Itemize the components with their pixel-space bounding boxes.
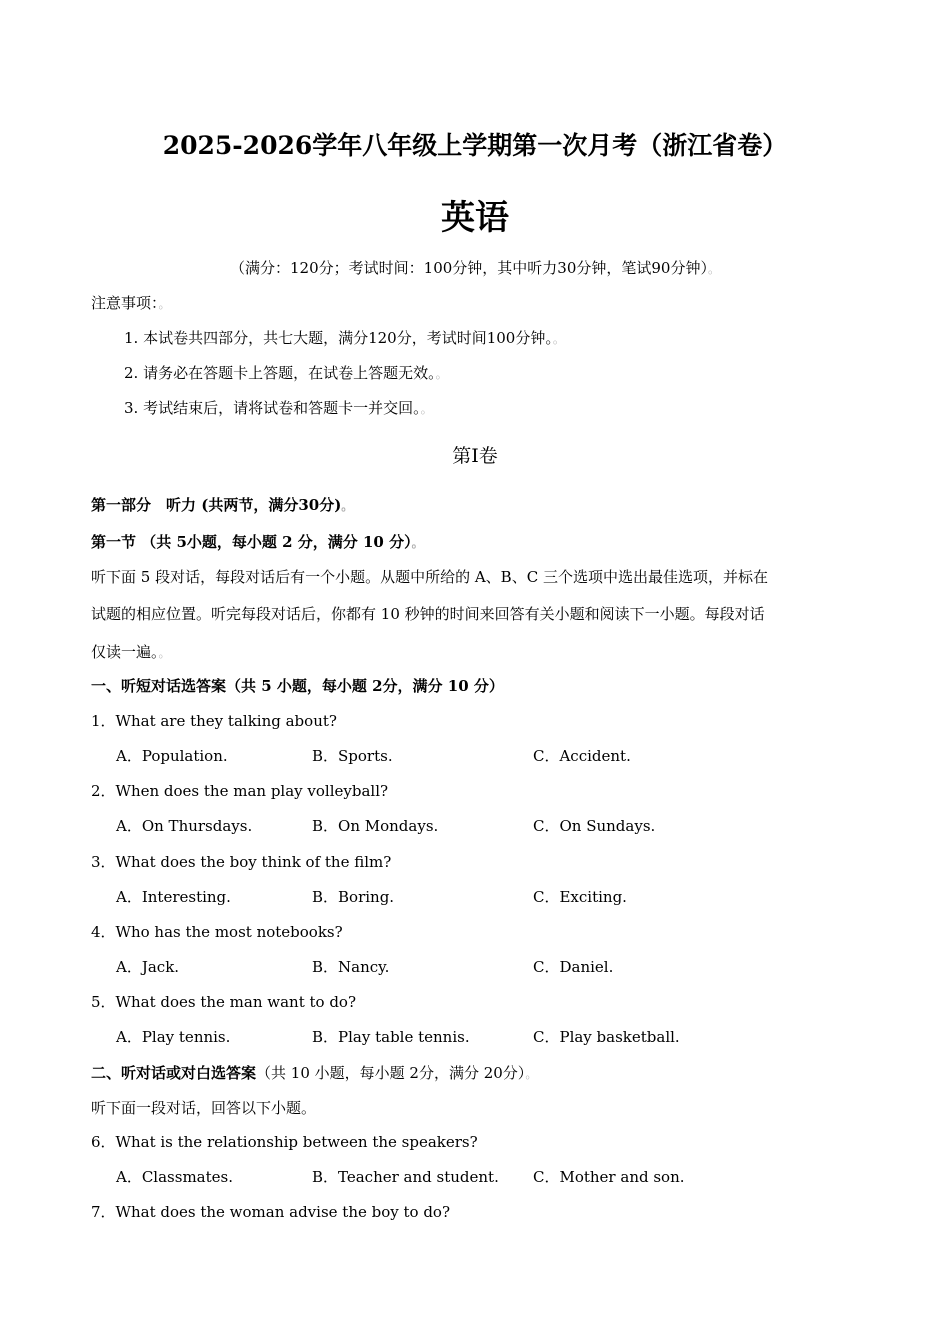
question-3-option-a: A．Interesting. (116, 888, 231, 906)
question-2: 2．When does the man play volleyball? (91, 782, 389, 800)
part1-heading (91, 494, 353, 515)
notice-item (124, 362, 448, 383)
question-3-option-b: B．Boring. (312, 888, 395, 906)
question-3-option-c: C．Exciting. (533, 888, 627, 906)
question-5-option-c: C．Play basketball. (533, 1028, 680, 1046)
paragraph-mark: 。 (158, 297, 171, 311)
question-4-option-a: A．Jack. (116, 958, 180, 976)
question-2-option-a: A．On Thursdays. (116, 817, 253, 835)
question-1-option-c: C．Accident. (533, 747, 631, 765)
instruction-line (91, 641, 171, 662)
paragraph-mark: 。 (552, 332, 565, 346)
question-2-option-b: B．On Mondays. (312, 817, 439, 835)
instruction-line: 试题的相应位置。听完每段对话后，你都有 10 秒钟的时间来回答有关小题和阅读下一小题。每段对话 (91, 605, 765, 623)
paragraph-mark: 。 (525, 1067, 538, 1081)
subject-title: 英语 (441, 198, 509, 238)
subsection2-heading-rest: （共 10 小题，每小题 2分，满分 20分） (256, 1064, 526, 1082)
question-4-option-c: C．Daniel. (533, 958, 614, 976)
score-info-text: （满分：120分；考试时间：100分钟，其中听力30分钟，笔试90分钟） (230, 259, 708, 277)
notice-heading (91, 292, 171, 313)
notice-item-text: 3. 考试结束后，请将试卷和答题卡一并交回。 (124, 399, 421, 417)
subsection2-heading-bold: 二、听对话或对白选答案 (91, 1064, 257, 1082)
question-6: 6．What is the relationship between the speakers? (91, 1133, 478, 1151)
question-3: 3．What does the boy think of the film? (91, 853, 392, 871)
question-7: 7．What does the woman advise the boy to do? (91, 1203, 451, 1221)
section1-heading (91, 531, 424, 552)
question-1: 1．What are they talking about? (91, 712, 337, 730)
instruction-line: 听下面 5 段对话，每段对话后有一个小题。从题中所给的 A、B、C 三个选项中选出最佳选项，并标在 (91, 568, 768, 586)
notice-item (124, 327, 565, 348)
subsection2-instruction: 听下面一段对话，回答以下小题。 (91, 1099, 317, 1117)
question-5: 5．What does the man want to do? (91, 993, 357, 1011)
question-6-option-b: B．Teacher and student. (312, 1168, 499, 1186)
paragraph-mark: 。 (158, 646, 171, 660)
volume-label: 第I卷 (452, 445, 498, 467)
question-1-option-b: B．Sports. (312, 747, 393, 765)
section1-heading-text: 第一节 （共 5小题，每小题 2 分，满分 10 分） (91, 533, 412, 551)
paragraph-mark: 。 (341, 499, 354, 513)
instruction-line-text: 仅读一遍。 (91, 643, 159, 661)
paragraph-mark: 。 (435, 367, 448, 381)
question-2-option-c: C．On Sundays. (533, 817, 656, 835)
question-6-option-c: C．Mother and son. (533, 1168, 685, 1186)
subsection1-heading: 一、听短对话选答案（共 5 小题，每小题 2分，满分 10 分） (91, 677, 504, 695)
notice-item-text: 1. 本试卷共四部分，共七大题，满分120分，考试时间100分钟。 (124, 329, 553, 347)
notice-item-text: 2. 请务必在答题卡上答题，在试卷上答题无效。 (124, 364, 436, 382)
notice-heading-text: 注意事项： (91, 294, 159, 312)
score-info (0, 257, 950, 278)
page-title: 2025-2026学年八年级上学期第一次月考（浙江省卷） (162, 131, 788, 160)
question-6-option-a: A．Classmates. (116, 1168, 233, 1186)
question-1-option-a: A．Population. (116, 747, 228, 765)
subsection2-heading (91, 1062, 537, 1083)
paragraph-mark: 。 (420, 402, 433, 416)
part1-heading-text: 第一部分 听力 (共两节，满分30分) (91, 496, 342, 514)
paragraph-mark: 。 (411, 536, 424, 550)
question-4: 4．Who has the most notebooks? (91, 923, 343, 941)
paragraph-mark: 。 (707, 262, 720, 276)
question-5-option-b: B．Play table tennis. (312, 1028, 470, 1046)
question-5-option-a: A．Play tennis. (116, 1028, 231, 1046)
notice-item (124, 397, 433, 418)
question-4-option-b: B．Nancy. (312, 958, 390, 976)
